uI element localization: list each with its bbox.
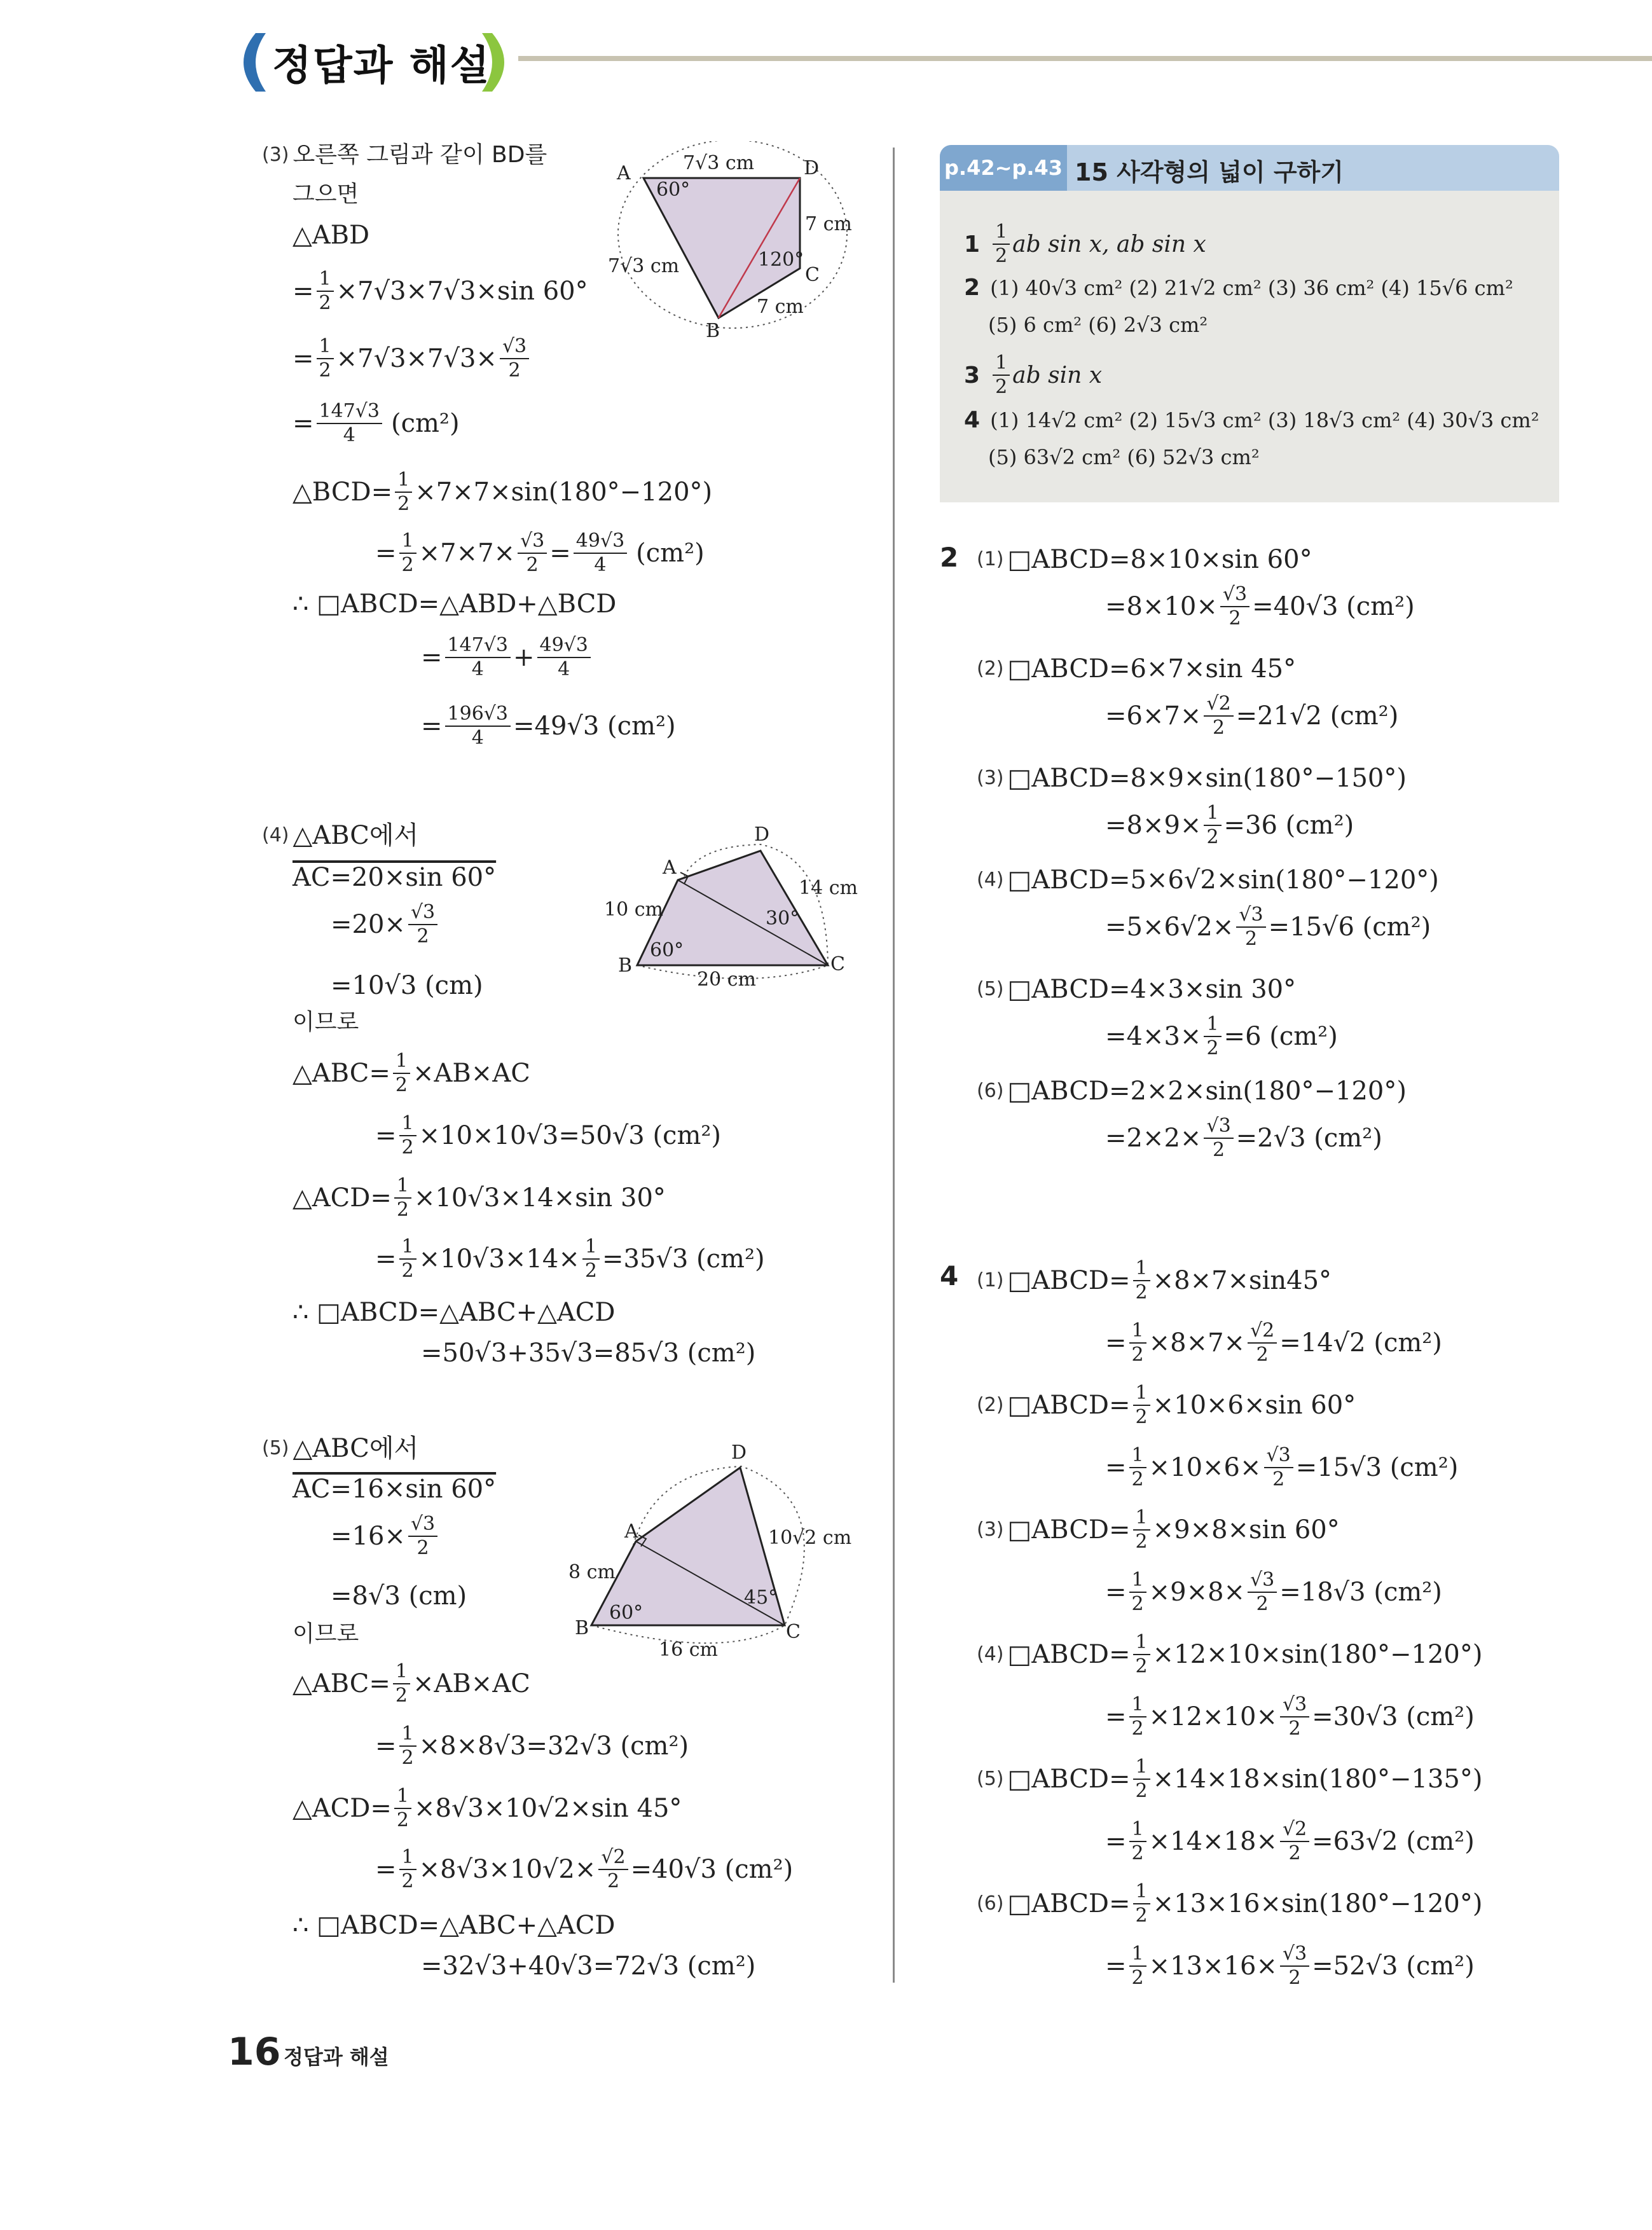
- q2-s3: (3) □ABCD=8×9×sin(180°−150°): [977, 764, 1407, 793]
- q4-s6-calc: = $\frac{1}{2}$ ×13×16× $\frac{√3}{2}$ =52√3 (cm²): [1105, 1943, 1475, 1989]
- column-divider: [893, 148, 895, 1983]
- q2-s5-calc: =4×3× $\frac{1}{2}$ =6 (cm²): [1105, 1013, 1338, 1059]
- p3-label-A: A: [617, 162, 631, 184]
- q4-s4: (4) □ABCD= $\frac{1}{2}$ ×12×10×sin(180°−120°): [977, 1631, 1483, 1677]
- p5-l6: △ABC= $\frac{1}{2}$ ×AB×AC: [293, 1660, 530, 1707]
- p3-label-DC: 7 cm: [805, 213, 852, 235]
- p5-label-D: D: [731, 1442, 747, 1464]
- figure-p3: [598, 141, 865, 345]
- p3-l1: △ABD: [293, 221, 370, 250]
- p5-l4: =8√3 (cm): [331, 1581, 467, 1611]
- p3-l6: = $\frac{1}{2}$ ×7×7× $\frac{√3}{2}$ = $\frac{49√3}{4}$ (cm²): [375, 530, 705, 576]
- p3-intro2: 그으면: [293, 181, 359, 207]
- p4-label-CD: 14 cm: [799, 877, 858, 899]
- p3-label-B: B: [706, 320, 720, 342]
- p5-label-AB: 8 cm: [568, 1561, 616, 1583]
- p3-label-AD: 7√3 cm: [683, 152, 755, 174]
- p3-l7: ∴ □ABCD=△ABD+△BCD: [293, 589, 617, 619]
- p5-l10: ∴ □ABCD=△ABC+△ACD: [293, 1911, 616, 1940]
- page-title: 정답과 해설: [272, 43, 491, 90]
- p4-l9: = $\frac{1}{2}$ ×10√3×14× $\frac{1}{2}$ =35√3 (cm²): [375, 1235, 765, 1282]
- box-a4-line1: 4 (1) 14√2 cm² (2) 15√3 cm² (3) 18√3 cm² (4) 30√3 cm²: [964, 407, 1539, 433]
- q4-s1-calc: = $\frac{1}{2}$ ×8×7× $\frac{√2}{2}$ =14√2 (cm²): [1105, 1319, 1442, 1366]
- p5-l11: =32√3+40√3=72√3 (cm²): [421, 1951, 756, 1981]
- q4-s2-calc: = $\frac{1}{2}$ ×10×6× $\frac{√3}{2}$ =15√3 (cm²): [1105, 1444, 1459, 1490]
- p4-label-B: B: [618, 954, 633, 977]
- p5-label-A: A: [624, 1520, 638, 1543]
- p4-l4: =10√3 (cm): [331, 971, 483, 1000]
- box-a2-line2: (5) 6 cm² (6) 2√3 cm²: [988, 313, 1208, 337]
- p3-l8: = $\frac{147√3}{4}$ + $\frac{49√3}{4}$: [421, 636, 593, 679]
- p4-l6: △ABC= $\frac{1}{2}$ ×AB×AC: [293, 1050, 530, 1096]
- p4-l5: 이므로: [293, 1009, 359, 1035]
- p5-l1: (5) △ABC에서: [262, 1434, 419, 1463]
- p4-l10: ∴ □ABCD=△ABC+△ACD: [293, 1298, 616, 1327]
- p5-l8: △ACD= $\frac{1}{2}$ ×8√3×10√2×sin 45°: [293, 1785, 682, 1831]
- q2-s5: (5) □ABCD=4×3×sin 30°: [977, 975, 1297, 1004]
- p3-l2: = $\frac{1}{2}$ ×7√3×7√3×sin 60°: [293, 268, 588, 314]
- q2-s2-calc: =6×7× $\frac{√2}{2}$ =21√2 (cm²): [1105, 692, 1399, 739]
- p5-label-B: B: [575, 1617, 589, 1639]
- q4-s1: (1) □ABCD= $\frac{1}{2}$ ×8×7×sin45°: [977, 1257, 1332, 1304]
- p5-label-CD: 10√2 cm: [768, 1527, 852, 1549]
- page-range-tag: p.42~p.43: [940, 145, 1067, 191]
- section-title: 15 사각형의 넓이 구하기: [1075, 158, 1344, 186]
- p5-label-C: C: [786, 1621, 801, 1643]
- q4-s3-calc: = $\frac{1}{2}$ ×9×8× $\frac{√3}{2}$ =18√3 (cm²): [1105, 1569, 1442, 1615]
- p4-label-angC: 30°: [766, 907, 800, 930]
- q2-number: 2: [940, 542, 959, 573]
- p4-l3: =20× $\frac{√3}{2}$: [331, 903, 440, 946]
- q2-s4-calc: =5×6√2× $\frac{√3}{2}$ =15√6 (cm²): [1105, 904, 1431, 950]
- box-a1: 1 $\frac{1}{2}$ ab sin x, ab sin x: [964, 221, 1206, 267]
- page-number: 16: [228, 2030, 281, 2074]
- p4-label-AB: 10 cm: [604, 898, 663, 921]
- p3-label-D: D: [804, 157, 820, 179]
- p3-label-C: C: [805, 264, 820, 286]
- p4-l8: △ACD= $\frac{1}{2}$ ×10√3×14×sin 30°: [293, 1174, 666, 1221]
- q2-s1: (1) □ABCD=8×10×sin 60°: [977, 545, 1312, 574]
- p4-l2: AC=20×sin 60°: [293, 863, 497, 892]
- p5-l5: 이므로: [293, 1621, 359, 1647]
- p5-l9: = $\frac{1}{2}$ ×8√3×10√2× $\frac{√2}{2}$ =40√3 (cm²): [375, 1846, 794, 1892]
- q2-s6-calc: =2×2× $\frac{√3}{2}$ =2√3 (cm²): [1105, 1115, 1382, 1161]
- p5-l7: = $\frac{1}{2}$ ×8×8√3=32√3 (cm²): [375, 1723, 689, 1769]
- p5-l3: =16× $\frac{√3}{2}$: [331, 1515, 440, 1558]
- q4-s5-calc: = $\frac{1}{2}$ ×14×18× $\frac{√2}{2}$ =63√2 (cm²): [1105, 1818, 1475, 1864]
- figure-p4: [598, 820, 865, 998]
- p3-label-AB: 7√3 cm: [608, 255, 680, 277]
- q2-s4: (4) □ABCD=5×6√2×sin(180°−120°): [977, 865, 1439, 895]
- p4-l1: (4) △ABC에서: [262, 821, 419, 850]
- p3-label-BC: 7 cm: [757, 296, 804, 318]
- box-a4-line2: (5) 63√2 cm² (6) 52√3 cm²: [988, 445, 1260, 469]
- p5-label-angB: 60°: [609, 1602, 644, 1624]
- p3-intro1: (3) 오른쪽 그림과 같이 BD를: [262, 142, 547, 168]
- q4-s3: (3) □ABCD= $\frac{1}{2}$ ×9×8×sin 60°: [977, 1506, 1340, 1553]
- p3-label-angA: 60°: [656, 179, 691, 201]
- figure-p5: [566, 1432, 858, 1661]
- p3-l9: = $\frac{196√3}{4}$ =49√3 (cm²): [421, 703, 676, 749]
- p3-label-angC: 120°: [758, 249, 804, 271]
- p4-l7: = $\frac{1}{2}$ ×10×10√3=50√3 (cm²): [375, 1112, 722, 1159]
- box-a2-line1: 2 (1) 40√3 cm² (2) 21√2 cm² (3) 36 cm² (4) 15√6 cm²: [964, 275, 1513, 301]
- q2-s3-calc: =8×9× $\frac{1}{2}$ =36 (cm²): [1105, 802, 1354, 848]
- q4-number: 4: [940, 1260, 959, 1291]
- p4-label-BC: 20 cm: [697, 968, 756, 991]
- p5-label-BC: 16 cm: [659, 1639, 718, 1661]
- q2-s1-calc: =8×10× $\frac{√3}{2}$ =40√3 (cm²): [1105, 583, 1415, 630]
- p5-l2: AC=16×sin 60°: [293, 1475, 497, 1504]
- p3-l4: = $\frac{147√3}{4}$ (cm²): [293, 400, 460, 446]
- p4-label-D: D: [754, 823, 770, 846]
- p3-l3: = $\frac{1}{2}$ ×7√3×7√3× $\frac{√3}{2}$: [293, 337, 532, 380]
- q4-s6: (6) □ABCD= $\frac{1}{2}$ ×13×16×sin(180°−120°): [977, 1880, 1483, 1927]
- box-a3: 3 $\frac{1}{2}$ ab sin x: [964, 352, 1103, 398]
- p3-number: (3): [262, 144, 289, 166]
- q4-s5: (5) □ABCD= $\frac{1}{2}$ ×14×18×sin(180°−135°): [977, 1756, 1483, 1802]
- p4-l11: =50√3+35√3=85√3 (cm²): [421, 1339, 756, 1368]
- footer-label: 정답과 해설: [284, 2045, 389, 2069]
- q4-s2: (2) □ABCD= $\frac{1}{2}$ ×10×6×sin 60°: [977, 1382, 1356, 1428]
- q2-s6: (6) □ABCD=2×2×sin(180°−120°): [977, 1077, 1407, 1106]
- p3-l5: △BCD= $\frac{1}{2}$ ×7×7×sin(180°−120°): [293, 469, 713, 515]
- p4-label-C: C: [830, 953, 845, 975]
- header-rule: [518, 56, 1652, 61]
- p5-label-angC: 45°: [744, 1586, 778, 1609]
- p4-label-A: A: [663, 857, 677, 879]
- q4-s4-calc: = $\frac{1}{2}$ ×12×10× $\frac{√3}{2}$ =30√3 (cm²): [1105, 1693, 1475, 1740]
- p4-label-angB: 60°: [650, 939, 684, 961]
- q2-s2: (2) □ABCD=6×7×sin 45°: [977, 654, 1297, 684]
